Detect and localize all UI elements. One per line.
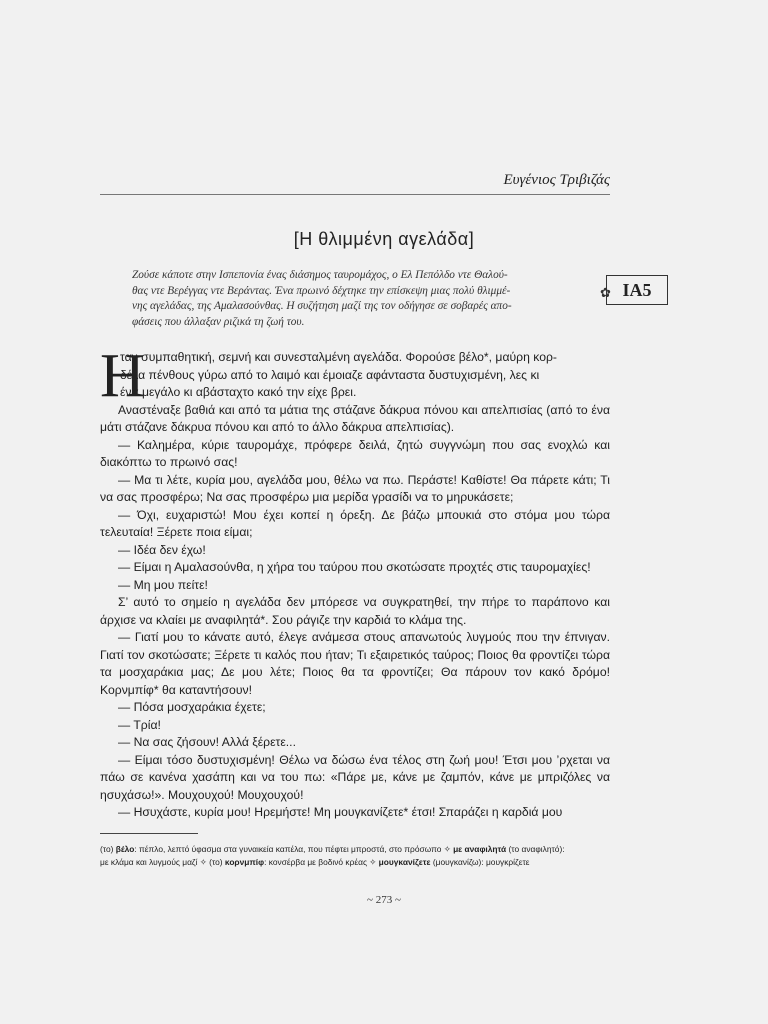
- footnote-term: βέλο: [115, 844, 135, 854]
- footnote-rule: [100, 833, 198, 834]
- intro-line: Ζούσε κάποτε στην Ισπεπονία ένας διάσημος ταυρομάχος, ο Ελ Πεπόλδο ντε Θαλού-: [132, 269, 508, 281]
- page-number: ~ 273 ~: [367, 894, 401, 906]
- paragraph: — Τρία!: [118, 717, 161, 732]
- paragraph: — Να σας ζήσουν! Αλλά ξέρετε...: [118, 735, 296, 749]
- dropcap: Η: [100, 342, 145, 410]
- author-rule: [100, 194, 610, 195]
- paragraph: Αναστέναξε βαθιά και από τα μάτια της στάζανε δάκρυα πόνου και απελπισίας (από το ένα μάτι στάζανε δάκρυα πόνου και από το άλλο δάκρυα απελπισίας).: [100, 402, 610, 434]
- paragraph: Σ’ αυτό το σημείο η αγελάδα δεν μπόρεσε να συγκρατηθεί, την πήρε το παράπονο και άρχισε να κλαίει με αναφιλητά*. Σου ράγιζε την καρδιά το κλάμα της.: [100, 595, 610, 627]
- footnote-text: με κλάμα και λυγμούς μαζί ✧ (το): [100, 857, 225, 867]
- paragraph: — Καλημέρα, κύριε ταυρομάχε, πρόφερε δειλά, ζητώ συγγνώμη που σας ενοχλώ και διακόπτω το πρωινό σας!: [100, 437, 610, 469]
- leaf-icon: ✿: [600, 285, 611, 300]
- unit-badge: ΙΑ5: [606, 275, 668, 305]
- paragraph: — Μη μου πείτε!: [118, 577, 208, 592]
- first-paragraph: [100, 342, 610, 410]
- paragraph: — Μα τι λέτε, κυρία μου, αγελάδα μου, θέλω να πω. Περάστε! Καθίστε! Θα πάρετε κάτι; Τι να σας προσφέρω; Να σας προσφέρω μια μερίδα γρασίδι να το μηρυκάσετε;: [100, 472, 610, 504]
- paragraph: — Γιατί μου το κάνατε αυτό, έλεγε ανάμεσα στους απανωτούς λυγμούς που την έπνιγαν. Γιατί τον σκοτώσατε; Ξέρετε τι καλός που ήταν; Τι εξαιρετικός ταύρος; Ποιος θα φροντίζει τώρα τα μοσχαράκια μας; Δε μου λέτε; Ποιος θα τα φροντίζει; Θα πάρουν τον κακό δρόμο! Κορνμπίφ* θα καταντήσουν!: [100, 630, 610, 697]
- intro-line: θας ντε Βερέγγας ντε Βεράντας. Ένα πρωινό δέχτηκε την επίσκεψη μιας πολύ θλιμμέ-: [132, 284, 511, 297]
- paragraph: — Ιδέα δεν έχω!: [118, 542, 206, 557]
- footnote-text: (μουγκανίζω): μουγκρίζετε: [430, 857, 530, 867]
- footnote-text: (το): [100, 844, 116, 854]
- paragraph-line: ταν συμπαθητική, σεμνή και συνεσταλμένη αγελάδα. Φορούσε βέλο*, μαύρη κορ-: [120, 350, 557, 364]
- footnotes: [100, 843, 620, 869]
- footnote-line: [100, 856, 620, 869]
- author-name: Ευγένιος Τριβιζάς: [503, 172, 610, 188]
- footnote-text: : κονσέρβα με βοδινό κρέας ✧: [264, 857, 379, 867]
- footnote-text: (το αναφιλητό):: [506, 844, 565, 854]
- intro-line: φάσεις που άλλαξαν ριζικά τη ζωή του.: [132, 315, 305, 328]
- footnote-line: [100, 843, 620, 856]
- paragraph-line: ένα μεγάλο κι αβάσταχτο κακό την είχε βρει.: [120, 385, 357, 399]
- paragraph: — Είμαι η Αμαλασούνθα, η χήρα του ταύρου που σκοτώσατε προχτές στις ταυρομαχίες!: [118, 560, 591, 574]
- story-title: [Η θλιμμένη αγελάδα]: [293, 229, 475, 249]
- paragraph: — Όχι, ευχαριστώ! Μου έχει κοπεί η όρεξη. Δε βάζω μπουκιά στο στόμα μου τώρα τελευταία! Ξέρετε ποια είμαι;: [100, 507, 610, 539]
- footnote-term: με αναφιλητά: [453, 844, 507, 854]
- footnote-text: : πέπλο, λεπτό ύφασμα στα γυναικεία καπέλα, που πέφτει μπροστά, στο πρόσωπο ✧: [134, 844, 454, 854]
- footnote-term: κορνμπίφ: [224, 857, 265, 867]
- paragraph: — Είμαι τόσο δυστυχισμένη! Θέλω να δώσω ένα τέλος στη ζωή μου! Έτσι μου ’ρχεται να πάω σε κανένα χασάπη και να του πω: «Πάρε με, κάνε με ζαμπόν, κάνε με μπριζόλες να ησυχάσω!». Μουχουχού! Μουχουχού!: [100, 752, 610, 802]
- paragraph: — Ησυχάστε, κυρία μου! Ηρεμήστε! Μη μουγκανίζετε* έτσι! Σπαράζει η καρδιά μου: [118, 805, 563, 819]
- intro-text: [132, 268, 588, 330]
- paragraph: — Πόσα μοσχαράκια έχετε;: [118, 700, 266, 714]
- story-body: [100, 342, 610, 822]
- intro-line: νης αγελάδας, της Αμαλασούνθας. Η συζήτηση μαζί της τον οδήγησε σε σοβαρές απο-: [132, 300, 512, 313]
- paragraph-line: δέλα πένθους γύρω από το λαιμό και έμοιαζε αφάνταστα δυστυχισμένη, λες κι: [120, 367, 540, 382]
- footnote-term: μουγκανίζετε: [378, 857, 431, 867]
